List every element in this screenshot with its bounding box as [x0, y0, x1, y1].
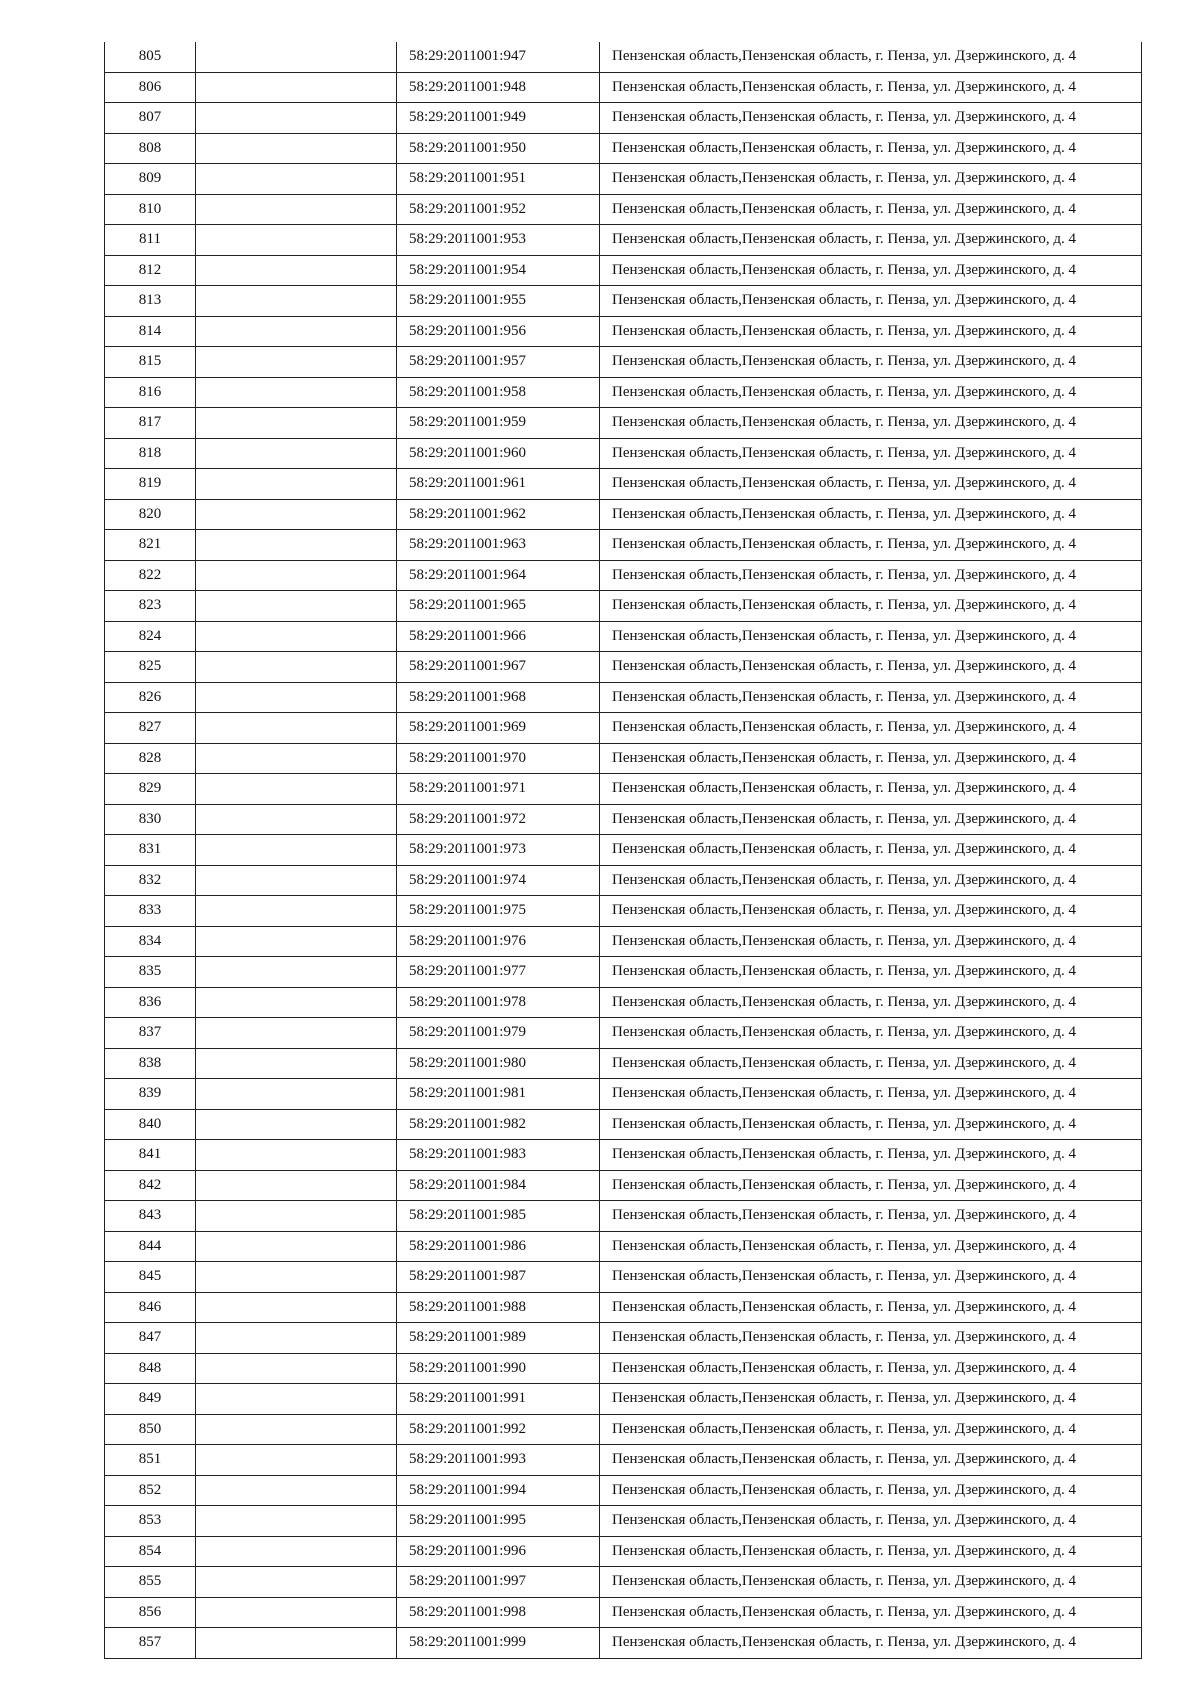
object-name-cell	[196, 103, 397, 134]
table-row	[105, 804, 1142, 835]
cadastral-number-cell: 58:29:2011001:981	[397, 1079, 600, 1110]
address-cell: Пензенская область,Пензенская область, г. Пенза, ул. Дзержинского, д. 4	[600, 774, 1142, 805]
object-name-cell	[196, 1048, 397, 1079]
row-number-cell: 831	[105, 835, 196, 866]
row-number-cell: 826	[105, 682, 196, 713]
row-number-cell: 833	[105, 896, 196, 927]
row-number-cell: 822	[105, 560, 196, 591]
object-name-cell	[196, 1262, 397, 1293]
table-row	[105, 42, 1142, 72]
address-cell: Пензенская область,Пензенская область, г. Пенза, ул. Дзержинского, д. 4	[600, 438, 1142, 469]
cadastral-number-cell: 58:29:2011001:998	[397, 1597, 600, 1628]
address-cell: Пензенская область,Пензенская область, г. Пенза, ул. Дзержинского, д. 4	[600, 133, 1142, 164]
row-number-cell: 818	[105, 438, 196, 469]
row-number-cell: 848	[105, 1353, 196, 1384]
table-row	[105, 377, 1142, 408]
table-row	[105, 530, 1142, 561]
address-cell: Пензенская область,Пензенская область, г. Пенза, ул. Дзержинского, д. 4	[600, 743, 1142, 774]
address-cell: Пензенская область,Пензенская область, г. Пенза, ул. Дзержинского, д. 4	[600, 1628, 1142, 1659]
cadastral-number-cell: 58:29:2011001:976	[397, 926, 600, 957]
cadastral-number-cell: 58:29:2011001:951	[397, 164, 600, 195]
object-name-cell	[196, 42, 397, 72]
row-number-cell: 805	[105, 42, 196, 72]
cadastral-number-cell: 58:29:2011001:966	[397, 621, 600, 652]
table-row	[105, 103, 1142, 134]
object-name-cell	[196, 896, 397, 927]
object-name-cell	[196, 1536, 397, 1567]
row-number-cell: 825	[105, 652, 196, 683]
table-row	[105, 316, 1142, 347]
row-number-cell: 816	[105, 377, 196, 408]
row-number-cell: 809	[105, 164, 196, 195]
cadastral-number-cell: 58:29:2011001:971	[397, 774, 600, 805]
row-number-cell: 850	[105, 1414, 196, 1445]
cadastral-table	[104, 42, 1142, 1659]
object-name-cell	[196, 591, 397, 622]
cadastral-number-cell: 58:29:2011001:953	[397, 225, 600, 256]
address-cell: Пензенская область,Пензенская область, г. Пенза, ул. Дзержинского, д. 4	[600, 1079, 1142, 1110]
row-number-cell: 830	[105, 804, 196, 835]
cadastral-number-cell: 58:29:2011001:958	[397, 377, 600, 408]
address-cell: Пензенская область,Пензенская область, г. Пенза, ул. Дзержинского, д. 4	[600, 1018, 1142, 1049]
cadastral-number-cell: 58:29:2011001:957	[397, 347, 600, 378]
cadastral-number-cell: 58:29:2011001:968	[397, 682, 600, 713]
row-number-cell: 849	[105, 1384, 196, 1415]
table-row	[105, 133, 1142, 164]
table-row	[105, 682, 1142, 713]
cadastral-number-cell: 58:29:2011001:947	[397, 42, 600, 72]
row-number-cell: 817	[105, 408, 196, 439]
cadastral-number-cell: 58:29:2011001:967	[397, 652, 600, 683]
object-name-cell	[196, 438, 397, 469]
table-row	[105, 743, 1142, 774]
table-row	[105, 164, 1142, 195]
row-number-cell: 808	[105, 133, 196, 164]
cadastral-number-cell: 58:29:2011001:989	[397, 1323, 600, 1354]
cadastral-number-cell: 58:29:2011001:983	[397, 1140, 600, 1171]
cadastral-number-cell: 58:29:2011001:977	[397, 957, 600, 988]
cadastral-number-cell: 58:29:2011001:999	[397, 1628, 600, 1659]
object-name-cell	[196, 286, 397, 317]
row-number-cell: 834	[105, 926, 196, 957]
cadastral-number-cell: 58:29:2011001:984	[397, 1170, 600, 1201]
cadastral-number-cell: 58:29:2011001:993	[397, 1445, 600, 1476]
object-name-cell	[196, 408, 397, 439]
cadastral-number-cell: 58:29:2011001:963	[397, 530, 600, 561]
row-number-cell: 836	[105, 987, 196, 1018]
table-row	[105, 987, 1142, 1018]
address-cell: Пензенская область,Пензенская область, г. Пенза, ул. Дзержинского, д. 4	[600, 377, 1142, 408]
row-number-cell: 856	[105, 1597, 196, 1628]
object-name-cell	[196, 1506, 397, 1537]
address-cell: Пензенская область,Пензенская область, г. Пенза, ул. Дзержинского, д. 4	[600, 1292, 1142, 1323]
address-cell: Пензенская область,Пензенская область, г. Пенза, ул. Дзержинского, д. 4	[600, 194, 1142, 225]
cadastral-number-cell: 58:29:2011001:956	[397, 316, 600, 347]
row-number-cell: 824	[105, 621, 196, 652]
address-cell: Пензенская область,Пензенская область, г. Пенза, ул. Дзержинского, д. 4	[600, 316, 1142, 347]
table-row	[105, 1262, 1142, 1293]
object-name-cell	[196, 1079, 397, 1110]
object-name-cell	[196, 835, 397, 866]
object-name-cell	[196, 499, 397, 530]
table-row	[105, 957, 1142, 988]
address-cell: Пензенская область,Пензенская область, г. Пенза, ул. Дзержинского, д. 4	[600, 865, 1142, 896]
cadastral-number-cell: 58:29:2011001:972	[397, 804, 600, 835]
row-number-cell: 845	[105, 1262, 196, 1293]
table-row	[105, 1231, 1142, 1262]
row-number-cell: 854	[105, 1536, 196, 1567]
object-name-cell	[196, 1140, 397, 1171]
object-name-cell	[196, 713, 397, 744]
cadastral-number-cell: 58:29:2011001:948	[397, 72, 600, 103]
table-row	[105, 1597, 1142, 1628]
row-number-cell: 857	[105, 1628, 196, 1659]
table-row	[105, 560, 1142, 591]
object-name-cell	[196, 133, 397, 164]
address-cell: Пензенская область,Пензенская область, г. Пенза, ул. Дзержинского, д. 4	[600, 1170, 1142, 1201]
row-number-cell: 806	[105, 72, 196, 103]
address-cell: Пензенская область,Пензенская область, г. Пенза, ул. Дзержинского, д. 4	[600, 255, 1142, 286]
cadastral-number-cell: 58:29:2011001:959	[397, 408, 600, 439]
object-name-cell	[196, 225, 397, 256]
cadastral-number-cell: 58:29:2011001:962	[397, 499, 600, 530]
cadastral-number-cell: 58:29:2011001:988	[397, 1292, 600, 1323]
cadastral-number-cell: 58:29:2011001:961	[397, 469, 600, 500]
row-number-cell: 811	[105, 225, 196, 256]
table-row	[105, 1201, 1142, 1232]
object-name-cell	[196, 621, 397, 652]
address-cell: Пензенская область,Пензенская область, г. Пенза, ул. Дзержинского, д. 4	[600, 987, 1142, 1018]
object-name-cell	[196, 1292, 397, 1323]
address-cell: Пензенская область,Пензенская область, г. Пенза, ул. Дзержинского, д. 4	[600, 1262, 1142, 1293]
row-number-cell: 835	[105, 957, 196, 988]
address-cell: Пензенская область,Пензенская область, г. Пенза, ул. Дзержинского, д. 4	[600, 1506, 1142, 1537]
cadastral-number-cell: 58:29:2011001:964	[397, 560, 600, 591]
cadastral-number-cell: 58:29:2011001:970	[397, 743, 600, 774]
address-cell: Пензенская область,Пензенская область, г. Пенза, ул. Дзержинского, д. 4	[600, 103, 1142, 134]
address-cell: Пензенская область,Пензенская область, г. Пенза, ул. Дзержинского, д. 4	[600, 1231, 1142, 1262]
address-cell: Пензенская область,Пензенская область, г. Пенза, ул. Дзержинского, д. 4	[600, 499, 1142, 530]
address-cell: Пензенская область,Пензенская область, г. Пенза, ул. Дзержинского, д. 4	[600, 591, 1142, 622]
cadastral-number-cell: 58:29:2011001:995	[397, 1506, 600, 1537]
row-number-cell: 815	[105, 347, 196, 378]
object-name-cell	[196, 1628, 397, 1659]
object-name-cell	[196, 682, 397, 713]
table-body	[105, 42, 1142, 1658]
cadastral-number-cell: 58:29:2011001:955	[397, 286, 600, 317]
cadastral-number-cell: 58:29:2011001:974	[397, 865, 600, 896]
table-row	[105, 926, 1142, 957]
row-number-cell: 829	[105, 774, 196, 805]
row-number-cell: 828	[105, 743, 196, 774]
table-row	[105, 408, 1142, 439]
table-row	[105, 286, 1142, 317]
row-number-cell: 819	[105, 469, 196, 500]
table-row	[105, 1536, 1142, 1567]
table-row	[105, 1170, 1142, 1201]
table-row	[105, 1140, 1142, 1171]
cadastral-number-cell: 58:29:2011001:954	[397, 255, 600, 286]
object-name-cell	[196, 804, 397, 835]
table-row	[105, 1506, 1142, 1537]
row-number-cell: 810	[105, 194, 196, 225]
table-row	[105, 896, 1142, 927]
table-row	[105, 1353, 1142, 1384]
object-name-cell	[196, 926, 397, 957]
table-row	[105, 865, 1142, 896]
cadastral-number-cell: 58:29:2011001:994	[397, 1475, 600, 1506]
table-row	[105, 1048, 1142, 1079]
table-row	[105, 72, 1142, 103]
object-name-cell	[196, 1018, 397, 1049]
cadastral-number-cell: 58:29:2011001:991	[397, 1384, 600, 1415]
address-cell: Пензенская область,Пензенская область, г. Пенза, ул. Дзержинского, д. 4	[600, 1323, 1142, 1354]
object-name-cell	[196, 774, 397, 805]
address-cell: Пензенская область,Пензенская область, г. Пенза, ул. Дзержинского, д. 4	[600, 1445, 1142, 1476]
address-cell: Пензенская область,Пензенская область, г. Пенза, ул. Дзержинского, д. 4	[600, 42, 1142, 72]
address-cell: Пензенская область,Пензенская область, г. Пенза, ул. Дзержинского, д. 4	[600, 1597, 1142, 1628]
address-cell: Пензенская область,Пензенская область, г. Пенза, ул. Дзержинского, д. 4	[600, 621, 1142, 652]
address-cell: Пензенская область,Пензенская область, г. Пенза, ул. Дзержинского, д. 4	[600, 804, 1142, 835]
address-cell: Пензенская область,Пензенская область, г. Пенза, ул. Дзержинского, д. 4	[600, 164, 1142, 195]
table-row	[105, 438, 1142, 469]
row-number-cell: 812	[105, 255, 196, 286]
object-name-cell	[196, 1475, 397, 1506]
row-number-cell: 840	[105, 1109, 196, 1140]
row-number-cell: 842	[105, 1170, 196, 1201]
row-number-cell: 852	[105, 1475, 196, 1506]
table-row	[105, 1384, 1142, 1415]
table-row	[105, 591, 1142, 622]
object-name-cell	[196, 1567, 397, 1598]
row-number-cell: 832	[105, 865, 196, 896]
table-row	[105, 835, 1142, 866]
address-cell: Пензенская область,Пензенская область, г. Пенза, ул. Дзержинского, д. 4	[600, 1140, 1142, 1171]
cadastral-number-cell: 58:29:2011001:982	[397, 1109, 600, 1140]
address-cell: Пензенская область,Пензенская область, г. Пенза, ул. Дзержинского, д. 4	[600, 926, 1142, 957]
table-row	[105, 1475, 1142, 1506]
table-row	[105, 255, 1142, 286]
object-name-cell	[196, 316, 397, 347]
object-name-cell	[196, 652, 397, 683]
cadastral-number-cell: 58:29:2011001:950	[397, 133, 600, 164]
table-row	[105, 1414, 1142, 1445]
row-number-cell: 813	[105, 286, 196, 317]
address-cell: Пензенская область,Пензенская область, г. Пенза, ул. Дзержинского, д. 4	[600, 652, 1142, 683]
cadastral-number-cell: 58:29:2011001:979	[397, 1018, 600, 1049]
table-row	[105, 774, 1142, 805]
row-number-cell: 841	[105, 1140, 196, 1171]
row-number-cell: 823	[105, 591, 196, 622]
object-name-cell	[196, 1445, 397, 1476]
object-name-cell	[196, 530, 397, 561]
object-name-cell	[196, 1414, 397, 1445]
table-row	[105, 713, 1142, 744]
table-row	[105, 1628, 1142, 1659]
address-cell: Пензенская область,Пензенская область, г. Пенза, ул. Дзержинского, д. 4	[600, 713, 1142, 744]
cadastral-number-cell: 58:29:2011001:965	[397, 591, 600, 622]
object-name-cell	[196, 72, 397, 103]
address-cell: Пензенская область,Пензенская область, г. Пенза, ул. Дзержинского, д. 4	[600, 469, 1142, 500]
object-name-cell	[196, 957, 397, 988]
cadastral-number-cell: 58:29:2011001:949	[397, 103, 600, 134]
table-row	[105, 469, 1142, 500]
row-number-cell: 844	[105, 1231, 196, 1262]
table-row	[105, 1445, 1142, 1476]
row-number-cell: 827	[105, 713, 196, 744]
table-row	[105, 1079, 1142, 1110]
table-row	[105, 652, 1142, 683]
address-cell: Пензенская область,Пензенская область, г. Пенза, ул. Дзержинского, д. 4	[600, 560, 1142, 591]
table-row	[105, 1109, 1142, 1140]
address-cell: Пензенская область,Пензенская область, г. Пенза, ул. Дзержинского, д. 4	[600, 1353, 1142, 1384]
address-cell: Пензенская область,Пензенская область, г. Пенза, ул. Дзержинского, д. 4	[600, 1109, 1142, 1140]
cadastral-number-cell: 58:29:2011001:960	[397, 438, 600, 469]
table-row	[105, 347, 1142, 378]
address-cell: Пензенская область,Пензенская область, г. Пенза, ул. Дзержинского, д. 4	[600, 347, 1142, 378]
cadastral-number-cell: 58:29:2011001:969	[397, 713, 600, 744]
address-cell: Пензенская область,Пензенская область, г. Пенза, ул. Дзержинского, д. 4	[600, 72, 1142, 103]
object-name-cell	[196, 1201, 397, 1232]
object-name-cell	[196, 1353, 397, 1384]
table-row	[105, 1018, 1142, 1049]
cadastral-number-cell: 58:29:2011001:986	[397, 1231, 600, 1262]
row-number-cell: 846	[105, 1292, 196, 1323]
row-number-cell: 814	[105, 316, 196, 347]
cadastral-number-cell: 58:29:2011001:990	[397, 1353, 600, 1384]
address-cell: Пензенская область,Пензенская область, г. Пенза, ул. Дзержинского, д. 4	[600, 1475, 1142, 1506]
table-row	[105, 225, 1142, 256]
cadastral-number-cell: 58:29:2011001:980	[397, 1048, 600, 1079]
object-name-cell	[196, 1109, 397, 1140]
object-name-cell	[196, 865, 397, 896]
address-cell: Пензенская область,Пензенская область, г. Пенза, ул. Дзержинского, д. 4	[600, 957, 1142, 988]
cadastral-number-cell: 58:29:2011001:997	[397, 1567, 600, 1598]
address-cell: Пензенская область,Пензенская область, г. Пенза, ул. Дзержинского, д. 4	[600, 1201, 1142, 1232]
address-cell: Пензенская область,Пензенская область, г. Пенза, ул. Дзержинского, д. 4	[600, 1048, 1142, 1079]
cadastral-number-cell: 58:29:2011001:996	[397, 1536, 600, 1567]
row-number-cell: 851	[105, 1445, 196, 1476]
object-name-cell	[196, 255, 397, 286]
object-name-cell	[196, 560, 397, 591]
object-name-cell	[196, 469, 397, 500]
cadastral-number-cell: 58:29:2011001:975	[397, 896, 600, 927]
row-number-cell: 821	[105, 530, 196, 561]
table-row	[105, 1567, 1142, 1598]
table-row	[105, 194, 1142, 225]
cadastral-number-cell: 58:29:2011001:978	[397, 987, 600, 1018]
address-cell: Пензенская область,Пензенская область, г. Пенза, ул. Дзержинского, д. 4	[600, 1414, 1142, 1445]
object-name-cell	[196, 1597, 397, 1628]
address-cell: Пензенская область,Пензенская область, г. Пенза, ул. Дзержинского, д. 4	[600, 896, 1142, 927]
row-number-cell: 847	[105, 1323, 196, 1354]
object-name-cell	[196, 743, 397, 774]
cadastral-number-cell: 58:29:2011001:987	[397, 1262, 600, 1293]
cadastral-number-cell: 58:29:2011001:985	[397, 1201, 600, 1232]
object-name-cell	[196, 164, 397, 195]
object-name-cell	[196, 987, 397, 1018]
row-number-cell: 843	[105, 1201, 196, 1232]
row-number-cell: 855	[105, 1567, 196, 1598]
object-name-cell	[196, 347, 397, 378]
address-cell: Пензенская область,Пензенская область, г. Пенза, ул. Дзержинского, д. 4	[600, 286, 1142, 317]
cadastral-number-cell: 58:29:2011001:952	[397, 194, 600, 225]
address-cell: Пензенская область,Пензенская область, г. Пенза, ул. Дзержинского, д. 4	[600, 408, 1142, 439]
address-cell: Пензенская область,Пензенская область, г. Пенза, ул. Дзержинского, д. 4	[600, 1567, 1142, 1598]
row-number-cell: 853	[105, 1506, 196, 1537]
object-name-cell	[196, 1323, 397, 1354]
row-number-cell: 820	[105, 499, 196, 530]
object-name-cell	[196, 194, 397, 225]
cadastral-number-cell: 58:29:2011001:973	[397, 835, 600, 866]
address-cell: Пензенская область,Пензенская область, г. Пенза, ул. Дзержинского, д. 4	[600, 225, 1142, 256]
object-name-cell	[196, 377, 397, 408]
address-cell: Пензенская область,Пензенская область, г. Пенза, ул. Дзержинского, д. 4	[600, 682, 1142, 713]
row-number-cell: 837	[105, 1018, 196, 1049]
row-number-cell: 839	[105, 1079, 196, 1110]
table-row	[105, 499, 1142, 530]
table-row	[105, 1292, 1142, 1323]
table-row	[105, 1323, 1142, 1354]
address-cell: Пензенская область,Пензенская область, г. Пенза, ул. Дзержинского, д. 4	[600, 530, 1142, 561]
address-cell: Пензенская область,Пензенская область, г. Пенза, ул. Дзержинского, д. 4	[600, 1384, 1142, 1415]
object-name-cell	[196, 1231, 397, 1262]
row-number-cell: 807	[105, 103, 196, 134]
table-row	[105, 621, 1142, 652]
cadastral-number-cell: 58:29:2011001:992	[397, 1414, 600, 1445]
address-cell: Пензенская область,Пензенская область, г. Пенза, ул. Дзержинского, д. 4	[600, 835, 1142, 866]
object-name-cell	[196, 1384, 397, 1415]
object-name-cell	[196, 1170, 397, 1201]
row-number-cell: 838	[105, 1048, 196, 1079]
address-cell: Пензенская область,Пензенская область, г. Пенза, ул. Дзержинского, д. 4	[600, 1536, 1142, 1567]
